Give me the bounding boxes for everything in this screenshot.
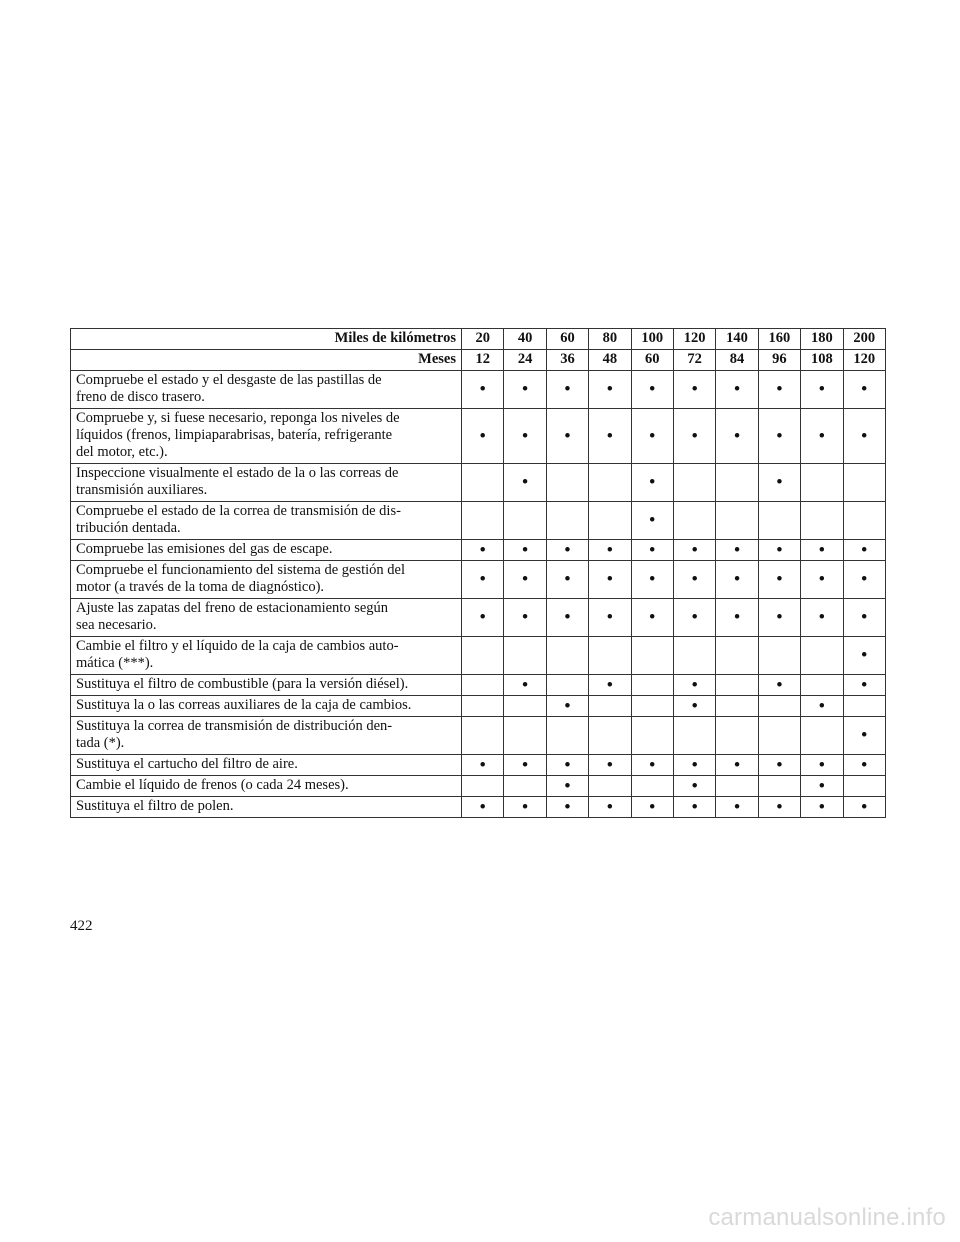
bullet-mark: • [589, 797, 631, 818]
empty-cell [716, 696, 758, 717]
header-label: Miles de kilómetros [71, 329, 462, 350]
bullet-mark: • [546, 540, 588, 561]
bullet-mark: • [589, 371, 631, 409]
bullet-mark: • [716, 561, 758, 599]
bullet-mark: • [716, 755, 758, 776]
header-value: 200 [843, 329, 885, 350]
table-row [71, 776, 886, 797]
bullet-mark: • [758, 561, 800, 599]
empty-cell [504, 502, 546, 540]
empty-cell [716, 717, 758, 755]
empty-cell [546, 675, 588, 696]
bullet-mark: • [631, 540, 673, 561]
bullet-mark: • [504, 755, 546, 776]
bullet-mark: • [843, 599, 885, 637]
empty-cell [462, 637, 504, 675]
bullet-mark: • [758, 599, 800, 637]
bullet-mark: • [716, 599, 758, 637]
empty-cell [589, 717, 631, 755]
task-description [71, 797, 462, 818]
bullet-mark: • [673, 371, 715, 409]
empty-cell [758, 502, 800, 540]
empty-cell [716, 464, 758, 502]
task-description-line: freno de disco trasero. [76, 389, 205, 405]
task-description [71, 371, 462, 409]
bullet-mark: • [843, 637, 885, 675]
bullet-mark: • [631, 464, 673, 502]
header-value: 80 [589, 329, 631, 350]
bullet-mark: • [546, 409, 588, 464]
empty-cell [631, 717, 673, 755]
bullet-mark: • [631, 502, 673, 540]
table-row [71, 502, 886, 540]
bullet-mark: • [843, 717, 885, 755]
bullet-mark: • [504, 464, 546, 502]
empty-cell [504, 696, 546, 717]
bullet-mark: • [631, 797, 673, 818]
table-row [71, 371, 886, 409]
task-description [71, 561, 462, 599]
task-description-line: Sustituya la correa de transmisión de distribución den- [76, 718, 393, 734]
header-value: 60 [631, 350, 673, 371]
task-description [71, 776, 462, 797]
task-description-line: Compruebe el estado de la correa de transmisión de dis- [76, 503, 401, 519]
bullet-mark: • [801, 755, 843, 776]
empty-cell [673, 717, 715, 755]
empty-cell [631, 637, 673, 675]
empty-cell [801, 502, 843, 540]
bullet-mark: • [462, 371, 504, 409]
header-value: 108 [801, 350, 843, 371]
bullet-mark: • [462, 540, 504, 561]
header-value: 96 [758, 350, 800, 371]
bullet-mark: • [673, 561, 715, 599]
bullet-mark: • [843, 540, 885, 561]
bullet-mark: • [462, 409, 504, 464]
table-row [71, 599, 886, 637]
header-value: 160 [758, 329, 800, 350]
bullet-mark: • [758, 371, 800, 409]
task-description [71, 540, 462, 561]
task-description [71, 637, 462, 675]
empty-cell [843, 464, 885, 502]
bullet-mark: • [801, 696, 843, 717]
task-description-line: Sustituya el cartucho del filtro de aire. [76, 756, 298, 772]
page-number: 422 [70, 918, 93, 934]
header-value: 40 [504, 329, 546, 350]
empty-cell [462, 464, 504, 502]
bullet-mark: • [462, 755, 504, 776]
bullet-mark: • [504, 540, 546, 561]
bullet-mark: • [589, 675, 631, 696]
empty-cell [716, 675, 758, 696]
bullet-mark: • [504, 599, 546, 637]
empty-cell [716, 637, 758, 675]
bullet-mark: • [589, 561, 631, 599]
task-description-line: mática (***). [76, 655, 154, 671]
bullet-mark: • [758, 675, 800, 696]
bullet-mark: • [801, 797, 843, 818]
bullet-mark: • [631, 409, 673, 464]
empty-cell [589, 696, 631, 717]
empty-cell [801, 675, 843, 696]
empty-cell [631, 776, 673, 797]
bullet-mark: • [673, 675, 715, 696]
task-description [71, 464, 462, 502]
task-description-line: Inspeccione visualmente el estado de la o las correas de [76, 465, 399, 481]
table-row [71, 409, 886, 464]
bullet-mark: • [673, 599, 715, 637]
empty-cell [631, 696, 673, 717]
header-value: 72 [673, 350, 715, 371]
bullet-mark: • [673, 776, 715, 797]
bullet-mark: • [589, 540, 631, 561]
task-description-line: del motor, etc.). [76, 444, 168, 460]
table-row [71, 540, 886, 561]
task-description [71, 696, 462, 717]
empty-cell [716, 502, 758, 540]
task-description-line: Compruebe y, si fuese necesario, reponga los niveles de [76, 410, 400, 426]
bullet-mark: • [504, 561, 546, 599]
header-label: Meses [71, 350, 462, 371]
schedule-body [71, 371, 886, 818]
table-row [71, 717, 886, 755]
header-value: 120 [843, 350, 885, 371]
empty-cell [758, 717, 800, 755]
empty-cell [589, 637, 631, 675]
empty-cell [843, 502, 885, 540]
bullet-mark: • [716, 797, 758, 818]
header-value: 180 [801, 329, 843, 350]
bullet-mark: • [546, 797, 588, 818]
empty-cell [673, 637, 715, 675]
bullet-mark: • [546, 371, 588, 409]
task-description-line: motor (a través de la toma de diagnóstico). [76, 579, 325, 595]
bullet-mark: • [504, 797, 546, 818]
empty-cell [589, 502, 631, 540]
bullet-mark: • [546, 599, 588, 637]
bullet-mark: • [758, 755, 800, 776]
bullet-mark: • [673, 755, 715, 776]
bullet-mark: • [801, 371, 843, 409]
empty-cell [546, 717, 588, 755]
task-description-line: Compruebe las emisiones del gas de escape. [76, 541, 333, 557]
bullet-mark: • [504, 675, 546, 696]
task-description-line: transmisión auxiliares. [76, 482, 208, 498]
table-row [71, 797, 886, 818]
schedule-header [71, 329, 886, 371]
task-description-line: tada (*). [76, 735, 125, 751]
empty-cell [462, 675, 504, 696]
header-row [71, 350, 886, 371]
empty-cell [843, 776, 885, 797]
bullet-mark: • [589, 755, 631, 776]
bullet-mark: • [546, 776, 588, 797]
table-row [71, 561, 886, 599]
bullet-mark: • [801, 561, 843, 599]
bullet-mark: • [462, 599, 504, 637]
empty-cell [801, 464, 843, 502]
bullet-mark: • [631, 599, 673, 637]
task-description [71, 409, 462, 464]
bullet-mark: • [673, 797, 715, 818]
bullet-mark: • [673, 540, 715, 561]
empty-cell [546, 464, 588, 502]
bullet-mark: • [758, 464, 800, 502]
bullet-mark: • [716, 371, 758, 409]
header-value: 100 [631, 329, 673, 350]
header-value: 24 [504, 350, 546, 371]
empty-cell [758, 637, 800, 675]
bullet-mark: • [504, 409, 546, 464]
task-description [71, 675, 462, 696]
bullet-mark: • [631, 755, 673, 776]
empty-cell [504, 637, 546, 675]
bullet-mark: • [589, 409, 631, 464]
header-value: 140 [716, 329, 758, 350]
bullet-mark: • [801, 599, 843, 637]
task-description-line: tribución dentada. [76, 520, 181, 536]
empty-cell [589, 464, 631, 502]
empty-cell [462, 502, 504, 540]
bullet-mark: • [546, 696, 588, 717]
bullet-mark: • [843, 755, 885, 776]
bullet-mark: • [546, 755, 588, 776]
empty-cell [462, 776, 504, 797]
empty-cell [504, 717, 546, 755]
task-description-line: Sustituya el filtro de polen. [76, 798, 234, 814]
task-description-line: Cambie el filtro y el líquido de la caja de cambios auto- [76, 638, 399, 654]
empty-cell [758, 696, 800, 717]
header-value: 60 [546, 329, 588, 350]
header-row [71, 329, 886, 350]
bullet-mark: • [673, 409, 715, 464]
bullet-mark: • [758, 540, 800, 561]
bullet-mark: • [504, 371, 546, 409]
table-row [71, 675, 886, 696]
header-value: 20 [462, 329, 504, 350]
empty-cell [716, 776, 758, 797]
header-value: 48 [589, 350, 631, 371]
bullet-mark: • [843, 371, 885, 409]
bullet-mark: • [758, 409, 800, 464]
task-description-line: líquidos (frenos, limpiaparabrisas, batería, refrigerante [76, 427, 393, 443]
bullet-mark: • [801, 776, 843, 797]
header-value: 120 [673, 329, 715, 350]
empty-cell [546, 502, 588, 540]
bullet-mark: • [589, 599, 631, 637]
empty-cell [758, 776, 800, 797]
bullet-mark: • [631, 561, 673, 599]
empty-cell [843, 696, 885, 717]
task-description [71, 599, 462, 637]
task-description-line: Ajuste las zapatas del freno de estacionamiento según [76, 600, 389, 616]
table-row [71, 637, 886, 675]
bullet-mark: • [843, 675, 885, 696]
bullet-mark: • [843, 797, 885, 818]
table-row [71, 696, 886, 717]
bullet-mark: • [462, 561, 504, 599]
empty-cell [673, 464, 715, 502]
task-description [71, 717, 462, 755]
task-description [71, 502, 462, 540]
empty-cell [589, 776, 631, 797]
task-description-line: Sustituya la o las correas auxiliares de la caja de cambios. [76, 697, 412, 713]
bullet-mark: • [546, 561, 588, 599]
table-row [71, 464, 886, 502]
bullet-mark: • [716, 409, 758, 464]
header-value: 84 [716, 350, 758, 371]
task-description-line: Sustituya el filtro de combustible (para la versión diésel). [76, 676, 409, 692]
bullet-mark: • [801, 409, 843, 464]
empty-cell [801, 637, 843, 675]
task-description-line: Compruebe el estado y el desgaste de las pastillas de [76, 372, 382, 388]
empty-cell [673, 502, 715, 540]
task-description-line: sea necesario. [76, 617, 157, 633]
watermark: carmanualsonline.info [708, 1204, 946, 1231]
empty-cell [546, 637, 588, 675]
bullet-mark: • [631, 371, 673, 409]
empty-cell [504, 776, 546, 797]
bullet-mark: • [843, 409, 885, 464]
table-row [71, 755, 886, 776]
header-value: 36 [546, 350, 588, 371]
empty-cell [801, 717, 843, 755]
task-description [71, 755, 462, 776]
bullet-mark: • [716, 540, 758, 561]
bullet-mark: • [843, 561, 885, 599]
task-description-line: Compruebe el funcionamiento del sistema de gestión del [76, 562, 405, 578]
bullet-mark: • [462, 797, 504, 818]
header-value: 12 [462, 350, 504, 371]
empty-cell [462, 717, 504, 755]
maintenance-schedule-table [70, 328, 886, 818]
task-description-line: Cambie el líquido de frenos (o cada 24 meses). [76, 777, 349, 793]
empty-cell [631, 675, 673, 696]
empty-cell [462, 696, 504, 717]
bullet-mark: • [801, 540, 843, 561]
bullet-mark: • [758, 797, 800, 818]
bullet-mark: • [673, 696, 715, 717]
